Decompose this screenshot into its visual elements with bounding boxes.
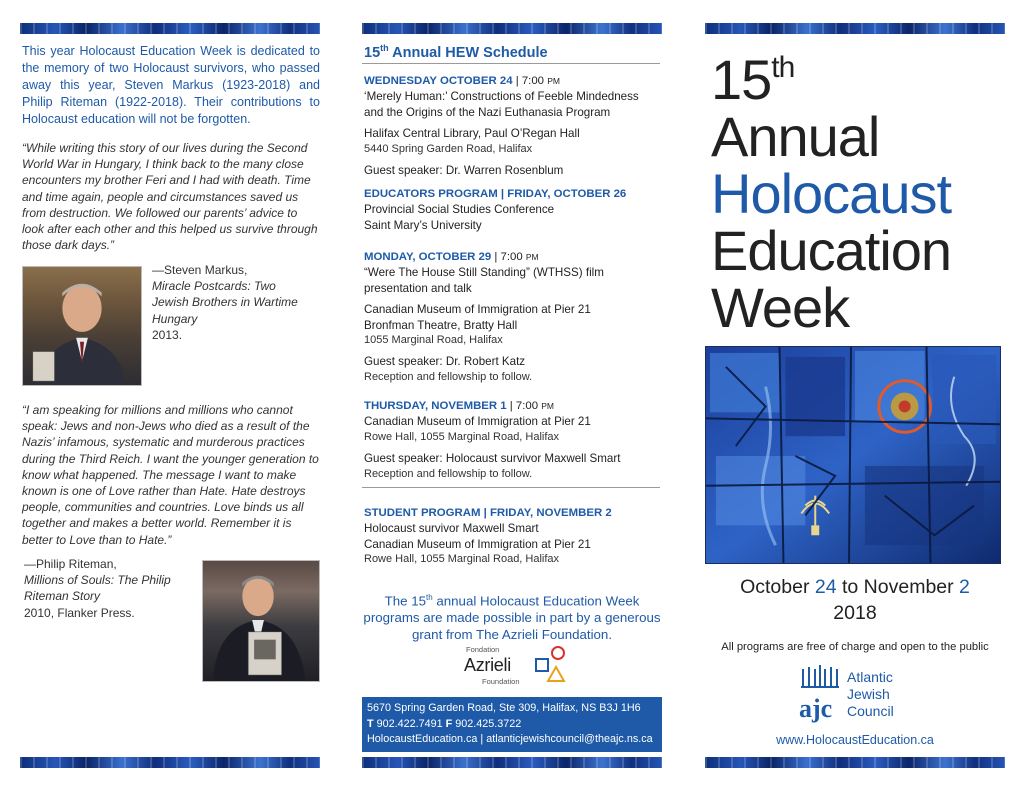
event-title: ‘Merely Human:’ Constructions of Feeble Mindedness and the Origins of the Nazi Euthanasia Program [364,90,639,119]
svg-text:ajc: ajc [799,694,833,723]
contact-web-email[interactable]: HolocaustEducation.ca | atlanticjewishcouncil@theajc.ns.ca [367,733,653,745]
markus-year: 2013. [152,327,183,342]
panel-middle [362,0,662,791]
stained-glass-band-bottom [20,757,320,768]
steven-markus-photo [22,266,142,386]
riteman-name: —Philip Riteman, [24,557,117,571]
event-title: “Were The House Still Standing” (WTHSS) film presentation and talk [364,266,604,295]
event-wednesday-oct-24: WEDNESDAY OCTOBER 24 | 7:00 PM ‘Merely Human:’ Constructions of Feeble Mindedness and the Origins of the Nazi Euthanasia Program Halifax Central Library, Paul O’Regan Hall 5440 Spring Garden Road, Halifax Guest speaker: Dr. Warren Rosenblum [364,74,660,178]
event-address: Rowe Hall, 1055 Marginal Road, Halifax [364,553,560,566]
event-heading: THURSDAY, NOVEMBER 1 [364,400,507,412]
ajc-line-atlantic: Atlantic [847,669,893,685]
event-line: Saint Mary’s University [364,218,482,232]
atlantic-jewish-council-logo [797,665,927,727]
event-heading: STUDENT PROGRAM | FRIDAY, NOVEMBER 2 [364,507,612,519]
grant-acknowledgement: The 15th annual Holocaust Education Week programs are made possible in part by a generous grant from The Azrieli Foundation. [363,593,661,643]
event-address: 1055 Marginal Road, Halifax [364,334,503,347]
riteman-book-title: Millions of Souls: The Philip Riteman Story [24,573,171,604]
event-venue-room: Bronfman Theatre, Bratty Hall [364,318,518,332]
contact-address: 5670 Spring Garden Road, Ste 309, Halifax, NS B3J 1H6 [367,702,641,714]
event-address: Rowe Hall, 1055 Marginal Road, Halifax [364,430,560,443]
dedication-text: This year Holocaust Education Week is dedicated to the memory of two Holocaust survivors, who passed away this year, Steven Markus (1923-2018) and Philip Riteman (1922-2018). Their contributions to Holocaust education will not be forgotten. [22,44,320,126]
event-line: Holocaust survivor Maxwell Smart [364,522,539,536]
stained-glass-band-bottom [362,757,662,768]
stained-glass-band-top [362,23,662,34]
event-heading: EDUCATORS PROGRAM | FRIDAY, OCTOBER 26 [364,188,627,200]
schedule-title: 15th Annual HEW Schedule [364,43,548,61]
event-speaker: Guest speaker: Dr. Robert Katz [364,355,526,369]
contact-phone-fax: T 902.422.7491 F 902.425.3722 [367,717,522,730]
event-speaker: Guest speaker: Holocaust survivor Maxwell Smart [364,452,621,466]
panel-cover [705,0,1005,791]
markus-book-title: Miracle Postcards: Two Jewish Brothers in Wartime Hungary [152,279,298,326]
panel-left [20,0,320,791]
event-educators-program [364,187,660,233]
divider [362,63,660,64]
markus-name: —Steven Markus, [152,263,248,277]
free-admission-note: All programs are free of charge and open to the public [721,641,989,653]
cover-title: 15th Annual Holocaust Education Week [711,48,952,339]
event-monday-oct-29: MONDAY, OCTOBER 29 | 7:00 PM “Were The House Still Standing” (WTHSS) film presentation and talk Canadian Museum of Immigration at Pier 21 Bronfman Theatre, Bratty Hall 1055 Marginal Road, Halifax Guest speaker: Dr. Robert Katz Reception and fellowship to follow. [364,250,660,385]
riteman-quote: “I am speaking for millions and millions who cannot speak: Jews and non-Jews who died as a result of the Nazis’ infamous, systematic and murderous practices during the Third Reich. I want the younger generation to know what happened. The message I want to make known is one of Love rather than Hate. Hate destroys people, communities and countries. Love binds us all together and makes a better world. Remember it is better to Love than to Hate.” [22,403,319,547]
event-venue: Canadian Museum of Immigration at Pier 21 [364,303,591,317]
riteman-attribution [24,556,194,621]
event-heading: WEDNESDAY OCTOBER 24 [364,75,513,87]
event-student-program [364,506,660,568]
event-venue: Halifax Central Library, Paul O’Regan Hall [364,127,580,141]
event-note: Reception and fellowship to follow. [364,467,533,480]
stained-glass-band-top [20,23,320,34]
contact-box [362,697,662,752]
event-thursday-nov-1: THURSDAY, NOVEMBER 1 | 7:00 PM Canadian Museum of Immigration at Pier 21 Rowe Hall, 1055 Marginal Road, Halifax Guest speaker: Holocaust survivor Maxwell Smart Reception and fellowship to follow. [364,399,660,482]
divider [362,487,660,488]
markus-quote: “While writing this story of our lives during the Second World War in Hungary, I think back to the many close encounters my brother Feri and I had with death. Time and time again, people and circumstances saved us from destruction. We followed our parents’ advice to look after each other and this helped us survive through those dark days.” [22,141,318,253]
ajc-line-council: Council [847,703,894,719]
event-line: Provincial Social Studies Conference [364,203,555,217]
website-link[interactable]: www.HolocaustEducation.ca [776,733,934,747]
riteman-publisher: 2010, Flanker Press. [24,605,135,620]
stained-glass-band-bottom [705,757,1005,768]
event-address: 5440 Spring Garden Road, Halifax [364,142,533,155]
stained-glass-window-image [705,346,1001,564]
ajc-line-jewish: Jewish [847,686,890,702]
menorah-ajc-icon [797,665,843,725]
azrieli-foundation-logo: Fondation Azrieli Foundation [462,645,572,687]
event-dates: October 24 to November 2 2018 [740,576,970,624]
markus-attribution [152,262,312,343]
event-line: Canadian Museum of Immigration at Pier 21 [364,537,591,551]
event-venue: Canadian Museum of Immigration at Pier 21 [364,415,591,429]
azrieli-shapes-icon [530,645,570,685]
event-heading: MONDAY, OCTOBER 29 [364,251,492,263]
philip-riteman-photo [202,560,320,682]
event-speaker: Guest speaker: Dr. Warren Rosenblum [364,164,564,178]
event-note: Reception and fellowship to follow. [364,370,533,383]
stained-glass-band-top [705,23,1005,34]
